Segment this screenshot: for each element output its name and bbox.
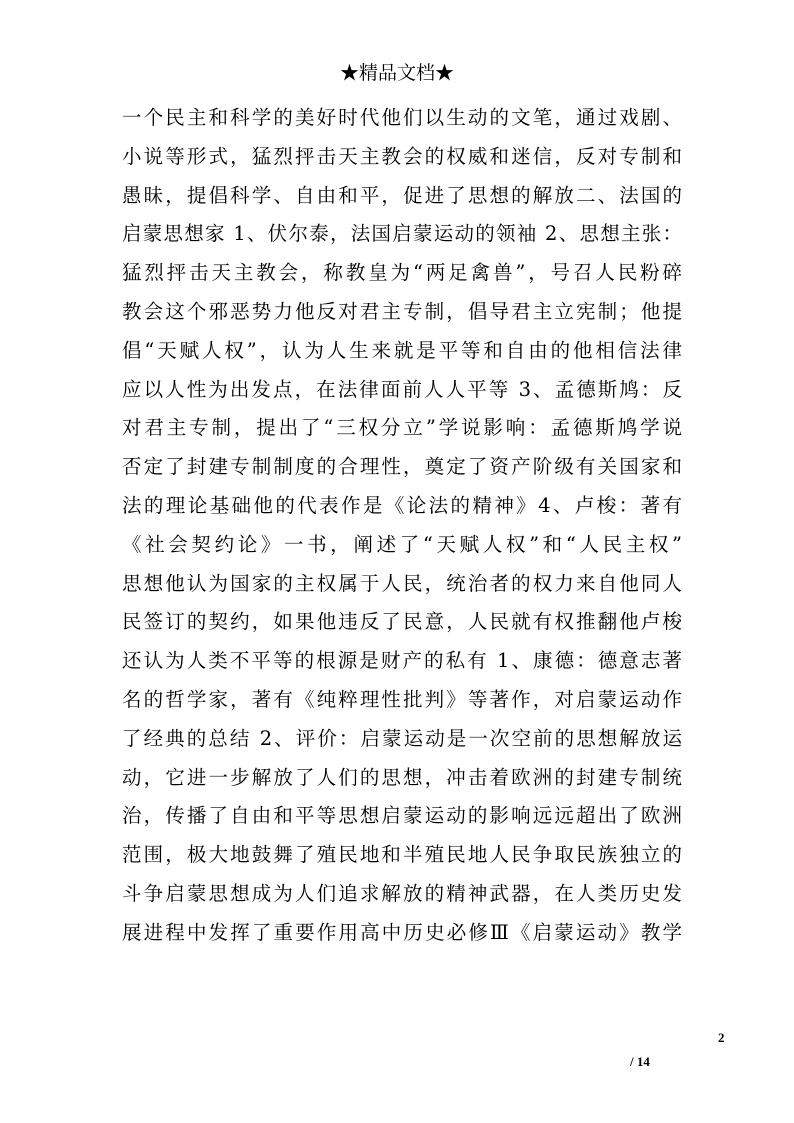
- text-line: 一个民主和科学的美好时代他们以生动的文笔，通过戏剧、: [122, 106, 682, 129]
- text-line: 思想他认为国家的主权属于人民，统治者的权力来自他同人: [122, 571, 682, 595]
- text-line: 启蒙思想家 1、伏尔泰，法国启蒙运动的领袖 2、思想主张：: [122, 222, 682, 246]
- page-number: 2: [718, 1030, 725, 1045]
- text-line: 还认为人类不平等的根源是财产的私有 1、康德：德意志著: [122, 649, 682, 673]
- text-line: 法的理论基础他的代表作是《论法的精神》4、卢梭：著有: [122, 493, 682, 517]
- text-line: 范围，极大地鼓舞了殖民地和半殖民地人民争取民族独立的: [122, 843, 682, 867]
- text-line: 教会这个邪恶势力他反对君主专制，倡导君主立宪制；他提: [122, 299, 682, 323]
- text-line: 倡“天赋人权”，认为人生来就是平等和自由的他相信法律: [122, 338, 682, 362]
- text-line: 民签订的契约，如果他违反了民意，人民就有权推翻他卢梭: [122, 610, 682, 634]
- text-line: 愚昧，提倡科学、自由和平，促进了思想的解放二、法国的: [122, 183, 682, 207]
- text-line: 了经典的总结 2、评价：启蒙运动是一次空前的思想解放运: [122, 726, 682, 750]
- text-line: 否定了封建专制制度的合理性，奠定了资产阶级有关国家和: [122, 455, 682, 479]
- text-line: 名的哲学家，著有《纯粹理性批判》等著作，对启蒙运动作: [122, 687, 682, 711]
- text-line: 展进程中发挥了重要作用高中历史必修Ⅲ《启蒙运动》教学: [122, 920, 682, 944]
- text-line: 对君主专制，提出了“三权分立”学说影响：孟德斯鸠学说: [122, 416, 682, 440]
- text-line: 斗争启蒙思想成为人们追求解放的精神武器，在人类历史发: [122, 881, 682, 905]
- document-body: [122, 99, 682, 953]
- text-line: 小说等形式，猛烈抨击天主教会的权威和迷信，反对专制和: [122, 144, 682, 168]
- text-line: 《社会契约论》一书，阐述了“天赋人权”和“人民主权”: [122, 532, 682, 556]
- text-line: 应以人性为出发点，在法律面前人人平等 3、孟德斯鸠：反: [122, 377, 682, 401]
- page-total: / 14: [630, 1054, 650, 1069]
- text-line: 猛烈抨击天主教会，称教皇为“两足禽兽”，号召人民粉碎: [122, 261, 682, 285]
- text-line: 动，它进一步解放了人们的思想，冲击着欧洲的封建专制统: [122, 765, 682, 789]
- text-line: 治，传播了自由和平等思想启蒙运动的影响远远超出了欧洲: [122, 804, 682, 828]
- page-header-title: ★精品文档★: [339, 62, 454, 84]
